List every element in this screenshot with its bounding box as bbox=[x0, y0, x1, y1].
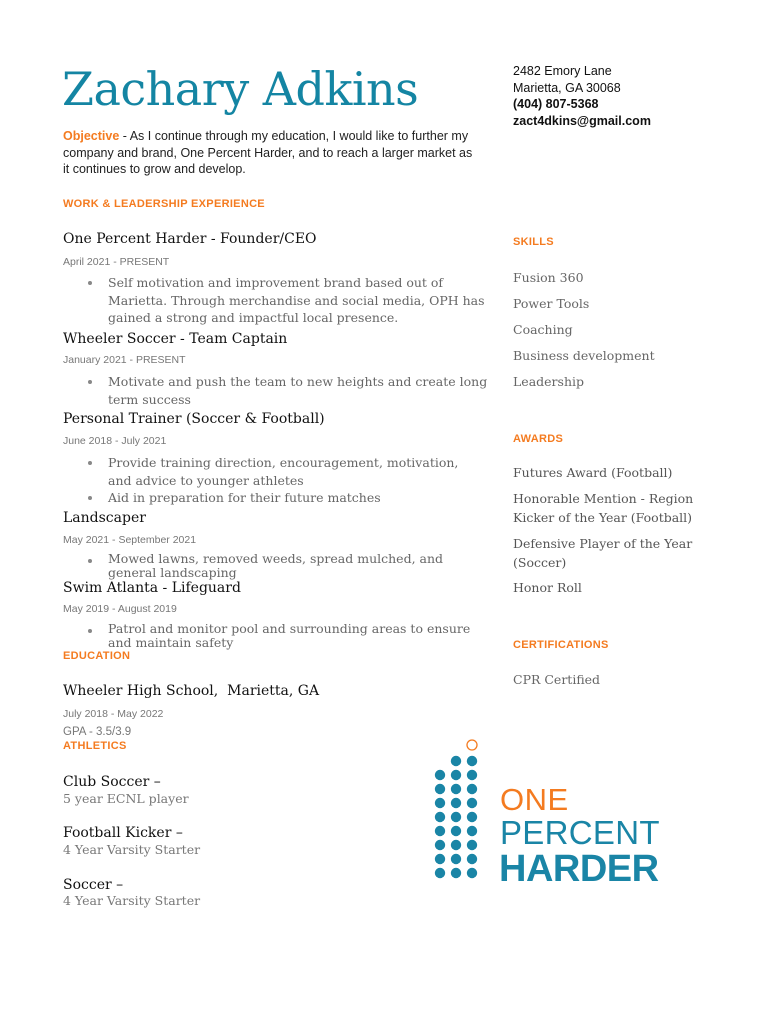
logo-dot bbox=[435, 840, 445, 850]
section-certifications: CERTIFICATIONS bbox=[513, 639, 609, 651]
logo-dot bbox=[435, 826, 445, 836]
athletics-detail: 5 year ECNL player bbox=[63, 791, 189, 806]
logo-dot bbox=[451, 770, 461, 780]
logo-dot bbox=[467, 840, 477, 850]
logo-text-percent: PERCENT bbox=[500, 814, 660, 851]
logo-dot bbox=[467, 770, 477, 780]
skill-item: Business development bbox=[513, 348, 655, 363]
logo-accent-ring bbox=[467, 740, 477, 750]
logo-dot bbox=[451, 840, 461, 850]
logo-dot bbox=[467, 784, 477, 794]
logo-dot bbox=[467, 854, 477, 864]
logo-dot bbox=[435, 854, 445, 864]
athletics-title: Club Soccer – bbox=[63, 774, 161, 790]
education-date: July 2018 - May 2022 bbox=[63, 708, 164, 720]
logo-dot bbox=[451, 756, 461, 766]
athletics-detail: 4 Year Varsity Starter bbox=[63, 842, 201, 857]
athletics-title: Soccer – bbox=[63, 877, 124, 893]
job-title: Swim Atlanta - Lifeguard bbox=[63, 580, 241, 596]
one-percent-harder-logo-mark bbox=[430, 735, 490, 890]
award-item: Futures Award (Football) bbox=[513, 465, 673, 480]
logo-dot bbox=[467, 868, 477, 878]
job-title: Landscaper bbox=[63, 510, 146, 526]
logo-text-one: ONE bbox=[500, 782, 569, 817]
contact-block bbox=[513, 63, 651, 129]
job-bullet: Motivate and push the team to new heights and create long term success bbox=[63, 373, 488, 408]
section-awards: AWARDS bbox=[513, 433, 564, 445]
objective-text: - As I continue through my education, I would like to further my company and brand, One Percent Harder, and to reach a larger market as it continues to grow and develop. bbox=[63, 129, 473, 176]
job-bullets bbox=[63, 622, 488, 650]
athletics-detail: 4 Year Varsity Starter bbox=[63, 893, 201, 908]
logo-dot bbox=[467, 756, 477, 766]
logo-text-harder: HARDER bbox=[499, 848, 659, 890]
job-date: April 2021 - PRESENT bbox=[63, 256, 170, 268]
job-bullet: Patrol and monitor pool and surrounding areas to ensure and maintain safety bbox=[63, 622, 488, 650]
job-date: May 2021 - September 2021 bbox=[63, 534, 197, 546]
logo-dot bbox=[451, 798, 461, 808]
award-item: Honor Roll bbox=[513, 580, 582, 595]
school-name bbox=[63, 683, 319, 699]
logo-dot bbox=[467, 812, 477, 822]
job-date: June 2018 - July 2021 bbox=[63, 435, 167, 447]
logo-dot bbox=[451, 868, 461, 878]
job-bullet: Aid in preparation for their future matches bbox=[63, 489, 473, 507]
section-athletics: ATHLETICS bbox=[63, 740, 127, 752]
logo-dot bbox=[451, 784, 461, 794]
logo-dot bbox=[435, 868, 445, 878]
job-title: Wheeler Soccer - Team Captain bbox=[63, 331, 288, 347]
job-title: Personal Trainer (Soccer & Football) bbox=[63, 411, 325, 427]
job-bullets bbox=[63, 274, 488, 327]
school-location: Marietta, GA bbox=[227, 683, 320, 699]
job-date: May 2019 - August 2019 bbox=[63, 603, 177, 615]
contact-city: Marietta, GA 30068 bbox=[513, 80, 621, 95]
skill-item: Leadership bbox=[513, 374, 584, 389]
contact-street: 2482 Emory Lane bbox=[513, 64, 612, 78]
skill-item: Power Tools bbox=[513, 296, 590, 311]
logo-dot bbox=[467, 798, 477, 808]
logo-dot bbox=[451, 854, 461, 864]
job-date: January 2021 - PRESENT bbox=[63, 354, 186, 366]
objective-label: Objective bbox=[63, 129, 120, 143]
job-bullet: Self motivation and improvement brand based out of Marietta. Through merchandise and social media, OPH has gained a strong and impactful local presence. bbox=[63, 274, 488, 327]
logo-dot bbox=[435, 770, 445, 780]
certification-item: CPR Certified bbox=[513, 672, 601, 687]
gpa: GPA - 3.5/3.9 bbox=[63, 726, 132, 738]
logo-dot bbox=[435, 812, 445, 822]
skill-item: Coaching bbox=[513, 322, 573, 337]
logo-dot bbox=[451, 826, 461, 836]
school: Wheeler High School, bbox=[63, 683, 219, 699]
objective bbox=[63, 128, 473, 178]
job-bullet: Provide training direction, encouragement, motivation, and advice to younger athletes bbox=[63, 454, 473, 489]
athletics-title: Football Kicker – bbox=[63, 825, 183, 841]
award-item: Defensive Player of the Year (Soccer) bbox=[513, 536, 693, 570]
job-bullets bbox=[63, 454, 473, 507]
section-experience: WORK & LEADERSHIP EXPERIENCE bbox=[63, 198, 265, 210]
job-bullet: Mowed lawns, removed weeds, spread mulched, and general landscaping bbox=[63, 552, 488, 580]
logo-dot bbox=[467, 826, 477, 836]
logo-dot bbox=[435, 798, 445, 808]
skill-item: Fusion 360 bbox=[513, 270, 584, 285]
logo-dot bbox=[451, 812, 461, 822]
logo-dot bbox=[435, 784, 445, 794]
job-title: One Percent Harder - Founder/CEO bbox=[63, 231, 317, 247]
contact-email: zact4dkins@gmail.com bbox=[513, 113, 651, 128]
resume-name: Zachary Adkins bbox=[62, 62, 419, 116]
job-bullets bbox=[63, 373, 488, 408]
job-bullets bbox=[63, 552, 488, 580]
award-item: Honorable Mention - Region Kicker of the Year (Football) bbox=[513, 491, 694, 525]
section-education: EDUCATION bbox=[63, 650, 131, 662]
contact-phone: (404) 807-5368 bbox=[513, 97, 599, 111]
section-skills: SKILLS bbox=[513, 236, 554, 248]
